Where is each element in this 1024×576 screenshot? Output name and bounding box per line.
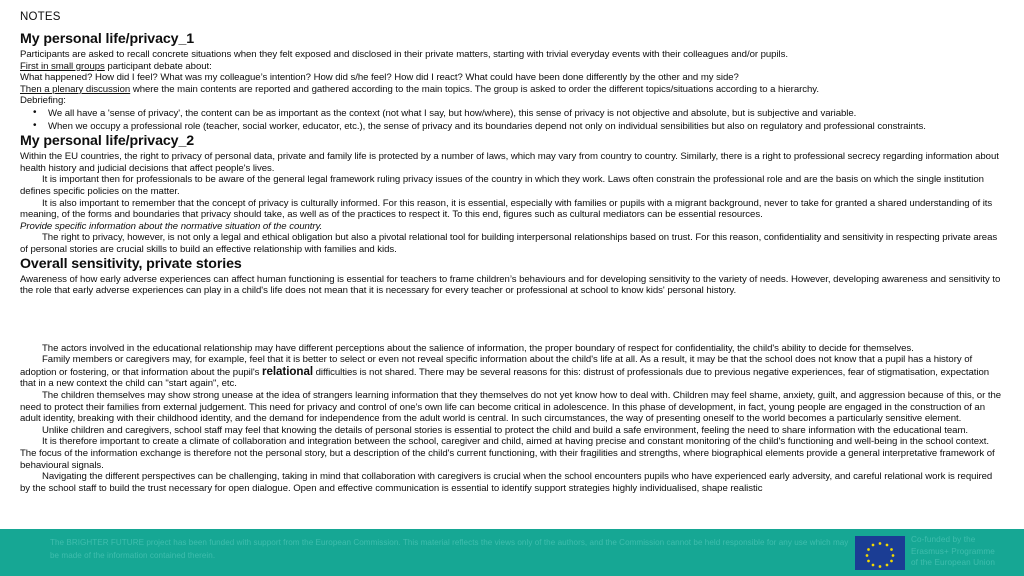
paragraph: Unlike children and caregivers, school staff may feel that knowing the details of personal stories is essential to protect the child and build a safe environment, feeling the need to share information with the educational team. [42, 424, 969, 436]
section-title-privacy-2: My personal life/privacy_2 [20, 133, 195, 150]
paragraph: Within the EU countries, the right to privacy of personal data, private and family life is protected by a number of laws, which may vary from country to country. Similarly, there is a right to professional secrecy regarding information about health history and judicial decisions that affect people's lives. [20, 151, 999, 174]
paragraph: It is also important to remember that the concept of privacy is culturally informed. For this reason, it is essential, especially with families or pupils with a migrant background, never to take for granted a shared understanding of its meaning, of the forms and boundaries that privacy should take, as well as of the practices to respect it. To this end, figures such as cultural mediators can be essential resources. [20, 197, 993, 221]
paragraph: The children themselves may show strong unease at the idea of strangers learning information that they themselves do not yet know how to deal with. Children may feel shame, anxiety, guilt, and aggression because of this, or the need to protect their families from external judgement. This need for privacy and control of one’s own life can become critical in adolescence. In this phase of development, in fact, young people are engaged in the construction of an adult identity, breaking with their childhood identity, and the demand for independence from the adult world is central. In such circumstances, the way of presenting oneself to the world becomes a particularly sensitive element. [20, 390, 1002, 425]
paragraph-text: participant debate about: [104, 60, 212, 72]
bullet-dot-icon: • [33, 119, 37, 131]
paragraph-text-post: difficulties is not shared. There may be several reasons for this: distrust of professionals due to previous negative experiences, fear of stigmatisation, expectation that in a new context the child can "start again", etc. [20, 366, 990, 390]
paragraph: What happened? How did I feel? What was my colleague’s intention? How did s/he feel? How did I react? What could have been done differently by the other and my side? [20, 72, 739, 84]
section-title-overall-sensitivity: Overall sensitivity, private stories [20, 255, 242, 272]
underlined-lead: Then a plenary discussion [20, 83, 131, 95]
paragraph: Navigating the different perspectives can be challenging, taking in mind that collaboration with caregivers is crucial when the school encounters pupils who have experienced early adversity, and careful relational work is required by the school staff to build the trust necessary for open dialogue. Open and effective communication is essential to identify support strategies highly individualised, shape realistic [20, 471, 993, 494]
paragraph: The actors involved in the educational relationship may have different perceptions about the salience of information, the proper boundary of respect for confidentiality, the child's ability to decide for themselves. [42, 342, 914, 354]
paragraph [20, 61, 1004, 73]
eu-caption-line-2: Erasmus+ Programme [911, 546, 995, 556]
paragraph: Participants are asked to recall concrete situations when they felt exposed and disclosed in their private matters, starting with trivial everyday events with their colleagues and/or pupils. [20, 49, 788, 60]
paragraph: Awareness of how early adverse experiences can affect human functioning is essential for teachers to frame children’s behaviours and for developing sensitivity to the variety of needs. However, developing awareness and sensitivity to the role that early adverse experiences can play in a child's life does not mean that it is necessary for every teacher or professional at school to know kids' personal history. [20, 273, 1001, 297]
list-item [20, 121, 1004, 133]
eu-erasmus-logo [855, 532, 1019, 574]
paragraph: The right to privacy, however, is not only a legal and ethical obligation but also a pivotal relational tool for building interpersonal relationships based on trust. For this reason, confidentiality and sensitivity in respecting private areas of personal stories are crucial skills to build an effective relationship with families and kids. [20, 232, 998, 255]
paragraph [20, 84, 1004, 96]
emphasis-relational: relational [261, 364, 314, 378]
bullet-list [20, 108, 1004, 132]
eu-logo-caption [911, 534, 1019, 569]
footer-disclaimer: The BRIGHTER FUTURE project has been funded with support from the European Commission. This material reflects the views only of the authors, and the Commission cannot be held responsible for any use which may be made of the information contained therein. [50, 538, 849, 560]
notes-body [20, 10, 1004, 494]
paragraph: It is important then for professionals to be aware of the general legal framework ruling privacy issues of the country in which they work. Laws often constrain the professional role and are the basis on which the single institution defines specific policies on the matter. [20, 174, 984, 197]
paragraph: Debriefing: [20, 95, 66, 107]
notes-header-label: NOTES [20, 11, 61, 23]
bullet-dot-icon: • [33, 106, 37, 118]
paragraph-text: where the main contents are reported and gathered according to the main topics. The group is asked to order the different topics/situations according to a hierarchy. [130, 83, 819, 95]
paragraph-italic-note: Provide specific information about the normative situation of the country. [20, 220, 323, 232]
paragraph: It is therefore important to create a climate of collaboration and integration between the school, caregiver and child, aimed at having precise and constant monitoring of the child's functioning and well-being in the school context. The focus of the information exchange is therefore not the personal story, but a description of the child's current functioning, with their fragilities and strengths, where biographical elements provide a general interpretative framework of behavioural signals. [20, 436, 995, 471]
list-item-label: We all have a 'sense of privacy', the content can be as important as the context (not what I say, but how/where), this sense of privacy is not objective and absolute, but is subjective and variable. [48, 107, 857, 119]
paragraph-text-pre: Family members or caregivers may, for example, feel that it is better to select or even not reveal specific information about the child's life at all. As a result, it may be that the school does not know that a pupil has a history of adoption or fostering, or that information about the pupil's [20, 354, 973, 378]
list-item-label: When we occupy a professional role (teacher, social worker, educator, etc.), the sense of privacy and its boundaries depend not only on individual sensibilities but also on regulatory and professional constraints. [48, 120, 926, 132]
eu-caption-line-1: Co-funded by the [911, 535, 976, 544]
list-item [20, 108, 1004, 120]
eu-caption-line-3: of the European Union [911, 558, 996, 567]
underlined-lead: First in small groups [20, 60, 105, 72]
eu-flag-icon [855, 536, 905, 570]
section-title-privacy-1: My personal life/privacy_1 [20, 31, 195, 47]
vertical-spacer [20, 297, 1004, 343]
paragraph [20, 354, 1004, 390]
